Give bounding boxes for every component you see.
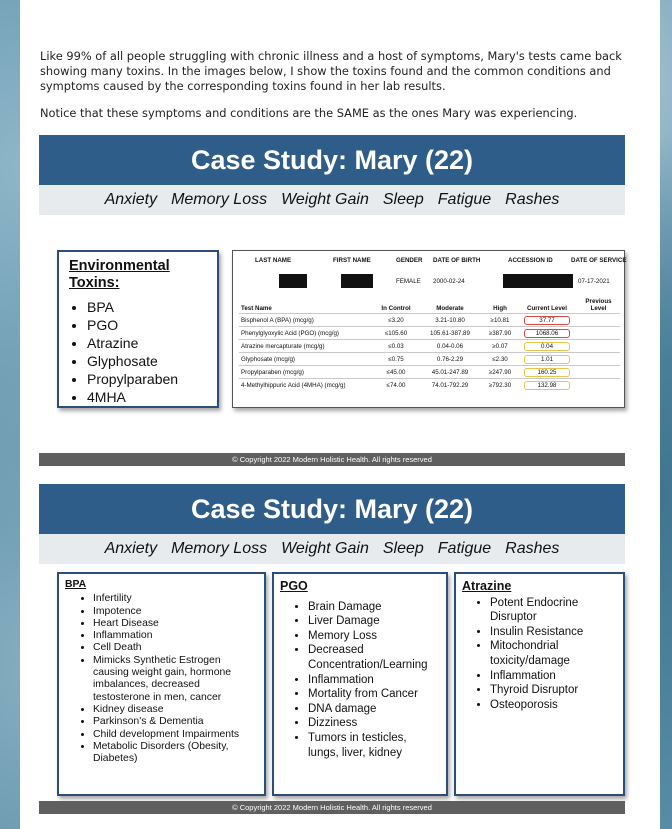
test-name: Bisphenol A (BPA) (mcg/g) [239, 314, 375, 327]
moderate-range: 45.01-247.89 [417, 366, 483, 379]
in-control-range: ≤74.00 [375, 379, 417, 392]
in-control-range: ≤0.03 [375, 340, 417, 353]
header-dob: DATE OF BIRTH [433, 257, 481, 264]
moderate-range: 0.04-0.06 [417, 340, 483, 353]
list-item: • Mitochondrial toxicity/damage [490, 639, 617, 668]
current-level-value: 37.77 [524, 316, 570, 325]
redacted-accession-id [503, 274, 573, 288]
card-title-atrazine: Atrazine [462, 579, 512, 593]
list-item: • Metabolic Disorders (Obesity, Diabetes) [93, 741, 258, 766]
col-in-control: In Control [381, 305, 411, 312]
symptom-bar-1 [39, 185, 625, 215]
moderate-range: 74.01-792.29 [417, 379, 483, 392]
symptom-anxiety: Anxiety [104, 191, 158, 208]
page [20, 0, 660, 829]
symptom-bar-2 [39, 534, 625, 564]
high-range: ≥792.30 [483, 379, 517, 392]
current-level-value: 1068.06 [524, 329, 570, 338]
list-item: • Memory Loss [308, 629, 440, 644]
list-item: • Osteoporosis [490, 698, 617, 713]
list-item: • Brain Damage [308, 600, 440, 615]
intro-text [40, 49, 650, 133]
pgo-effects-list [280, 600, 440, 761]
symptom-fatigue: Fatigue [437, 540, 492, 557]
copyright-footer-2: © Copyright 2022 Modern Holistic Health. All rights reserved [39, 801, 625, 814]
previous-level-cell [577, 327, 620, 340]
in-control-range: ≤0.75 [375, 353, 417, 366]
current-level-value: 0.04 [524, 342, 570, 351]
list-item: • Kidney disease [93, 704, 258, 716]
header-gender: GENDER [396, 257, 423, 264]
symptom-weight-gain: Weight Gain [281, 191, 369, 208]
test-name: 4-Methylhippuric Acid (4MHA) (mcg/g) [239, 379, 375, 392]
header-last-name: LAST NAME [255, 257, 292, 264]
list-item: • Liver Damage [308, 614, 440, 629]
symptom-sleep: Sleep [382, 191, 424, 208]
test-name: Atrazine mercapturate (mcg/g) [239, 340, 375, 353]
high-range: ≥387.90 [483, 327, 517, 340]
current-level-value: 132.98 [524, 381, 570, 390]
current-level-cell [517, 327, 577, 340]
symptom-memory-loss: Memory Loss [171, 540, 268, 557]
list-item: • Insulin Resistance [490, 625, 617, 640]
current-level-cell [517, 366, 577, 379]
table-row [239, 379, 620, 392]
symptom-rashes: Rashes [505, 191, 560, 208]
list-item: • Potent Endocrine Disruptor [490, 596, 617, 625]
redacted-last-name [279, 274, 307, 288]
redacted-first-name [341, 274, 373, 288]
previous-level-cell [577, 353, 620, 366]
environmental-toxins-box [57, 250, 219, 408]
current-level-cell [517, 314, 577, 327]
list-item: • BPA [87, 298, 207, 316]
dob-value: 2000-02-24 [433, 278, 465, 285]
col-high: High [493, 305, 507, 312]
intro-paragraph-1: Like 99% of all people struggling with chronic illness and a host of symptoms, Mary's tests came back showing many toxins. In the images below, I show the toxins found and the common conditions and symptoms caused by the corresponding toxins found in her lab results. [40, 49, 622, 93]
list-item: • Child development Impairments [93, 729, 258, 741]
table-row [239, 366, 620, 379]
atrazine-effects-list [462, 596, 617, 713]
current-level-cell [517, 379, 577, 392]
previous-level-cell [577, 366, 620, 379]
case-study-banner-2: Case Study: Mary (22) [39, 484, 625, 534]
gender-value: FEMALE [396, 278, 421, 285]
list-item: • Parkinson's & Dementia [93, 716, 258, 728]
case-study-banner-1: Case Study: Mary (22) [39, 135, 625, 185]
moderate-range: 3.21-10.80 [417, 314, 483, 327]
in-control-range: ≤45.00 [375, 366, 417, 379]
previous-level-cell [577, 379, 620, 392]
current-level-value: 160.25 [524, 368, 570, 377]
env-toxin-list [69, 298, 207, 406]
test-name: Propylparaben (mcg/g) [239, 366, 375, 379]
lab-results-table [239, 297, 620, 391]
list-item: • Heart Disease [93, 618, 258, 630]
symptom-rashes: Rashes [505, 540, 560, 557]
list-item: • Cell Death [93, 642, 258, 654]
list-item: • 4MHA [87, 388, 207, 406]
test-name: Glyphosate (mcg/g) [239, 353, 375, 366]
header-first-name: FIRST NAME [333, 257, 371, 264]
lab-results-panel [232, 250, 625, 408]
list-item: • Thyroid Disruptor [490, 683, 617, 698]
list-item: • DNA damage [308, 702, 440, 717]
moderate-range: 105.61-387.89 [417, 327, 483, 340]
previous-level-cell [577, 314, 620, 327]
test-name: Phenylglyoxylic Acid (PGO) (mcg/g) [239, 327, 375, 340]
pgo-effects-card [272, 572, 448, 796]
list-item: • Mortality from Cancer [308, 687, 440, 702]
table-row [239, 340, 620, 353]
current-level-value: 1.01 [524, 355, 570, 364]
symptom-fatigue: Fatigue [437, 191, 492, 208]
table-header-row [239, 297, 620, 314]
copyright-footer-1: © Copyright 2022 Modern Holistic Health. All rights reserved [39, 453, 625, 466]
table-row [239, 314, 620, 327]
high-range: ≥10.81 [483, 314, 517, 327]
table-row [239, 327, 620, 340]
header-accession: ACCESSION ID [508, 257, 553, 264]
list-item: • Tumors in testicles, lungs, liver, kidney [308, 731, 440, 760]
env-title-line-1: Environmental [69, 258, 170, 274]
list-item: • Glyphosate [87, 352, 207, 370]
list-item: • Inflammation [308, 673, 440, 688]
list-item: • Propylparaben [87, 370, 207, 388]
env-title [69, 258, 207, 292]
list-item: • Dizziness [308, 716, 440, 731]
env-title-line-2: Toxins: [69, 275, 120, 291]
list-item: • Impotence [93, 606, 258, 618]
col-previous-level: Previous Level [585, 298, 612, 312]
list-item: • Inflammation [490, 669, 617, 684]
list-item: • Infertility [93, 593, 258, 605]
table-row [239, 353, 620, 366]
list-item: • Atrazine [87, 334, 207, 352]
current-level-cell [517, 353, 577, 366]
current-level-cell [517, 340, 577, 353]
in-control-range: ≤105.60 [375, 327, 417, 340]
high-range: ≥247.90 [483, 366, 517, 379]
header-date-of-service: DATE OF SERVICE [571, 257, 627, 264]
moderate-range: 0.76-2.29 [417, 353, 483, 366]
card-title-bpa: BPA [65, 579, 87, 590]
date-of-service-value: 07-17-2021 [578, 278, 610, 285]
previous-level-cell [577, 340, 620, 353]
atrazine-effects-card [454, 572, 625, 796]
col-test-name: Test Name [241, 305, 272, 312]
symptom-sleep: Sleep [382, 540, 424, 557]
symptom-weight-gain: Weight Gain [281, 540, 369, 557]
col-moderate: Moderate [436, 305, 464, 312]
card-title-pgo: PGO [280, 579, 308, 593]
bpa-effects-card [57, 572, 266, 796]
list-item: • Decreased Concentration/Learning [308, 643, 440, 672]
symptom-anxiety: Anxiety [104, 540, 158, 557]
col-current-level: Current Level [527, 305, 567, 312]
symptom-memory-loss: Memory Loss [171, 191, 268, 208]
bpa-effects-list [65, 593, 258, 765]
list-item: • PGO [87, 316, 207, 334]
list-item: • Mimicks Synthetic Estrogen causing weight gain, hormone imbalances, decreased testosterone in men, cancer [93, 655, 258, 704]
intro-paragraph-2: Notice that these symptoms and conditions are the SAME as the ones Mary was experiencing. [40, 106, 578, 120]
high-range: ≤2.30 [483, 353, 517, 366]
in-control-range: ≤3.20 [375, 314, 417, 327]
high-range: ≥0.07 [483, 340, 517, 353]
list-item: • Inflammation [93, 630, 258, 642]
